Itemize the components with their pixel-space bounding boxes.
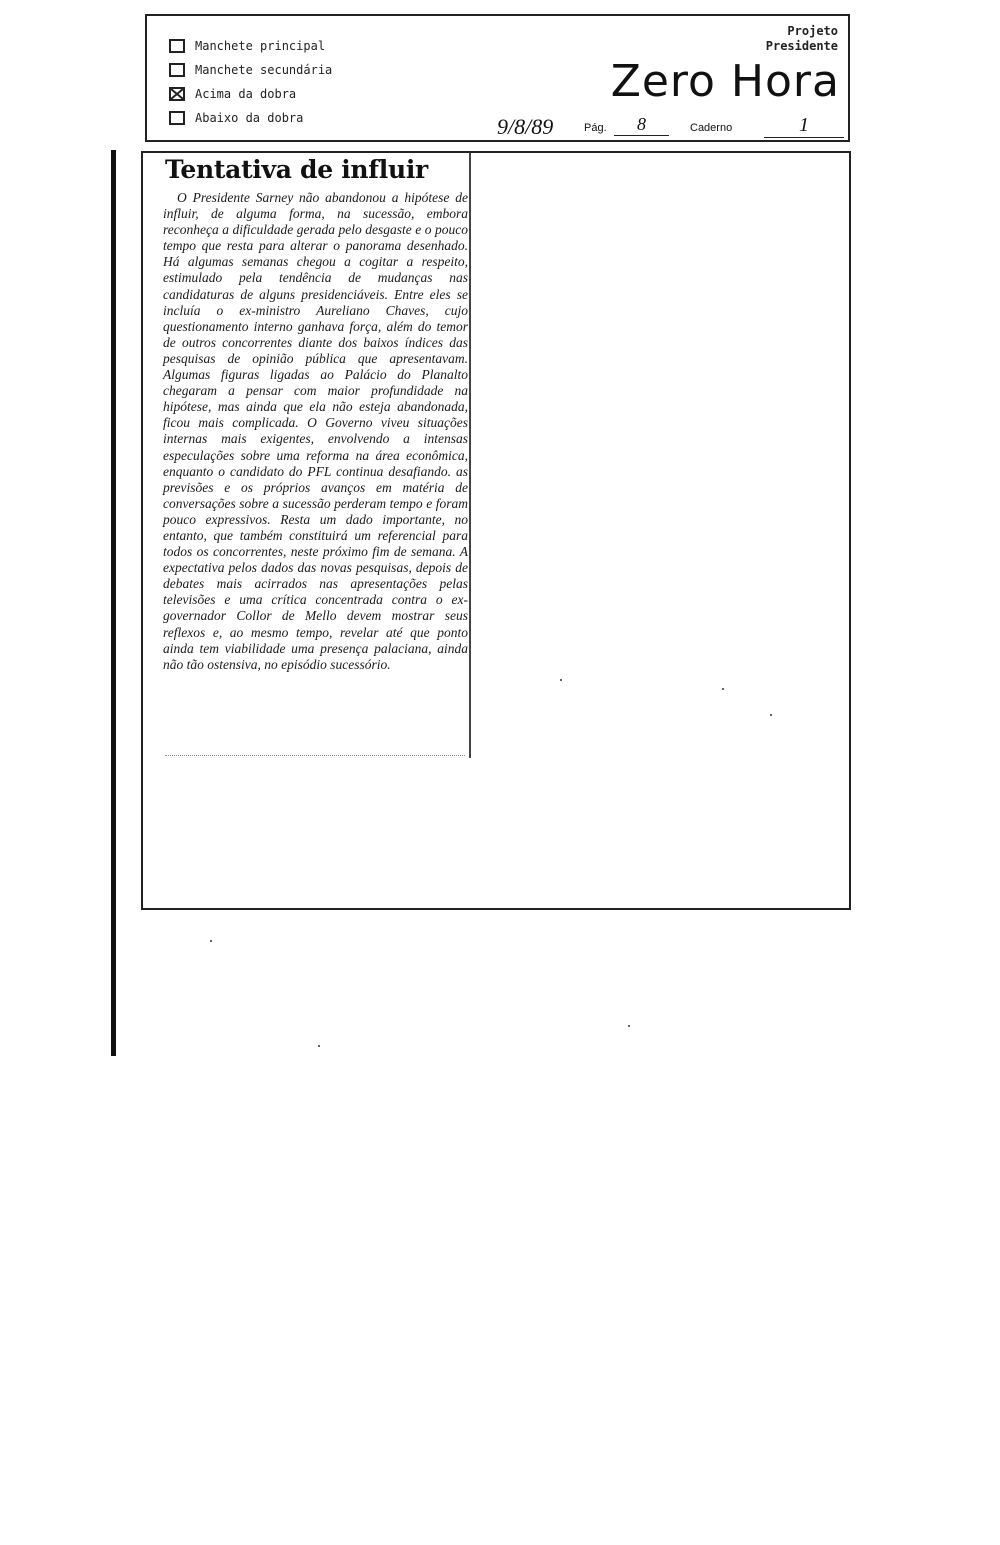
page-label: Pág. — [584, 122, 607, 134]
issue-date: 9/8/89 — [497, 114, 577, 141]
checklist-item-abaixo-da-dobra — [169, 106, 332, 130]
checklist-label: Manchete secundária — [195, 63, 333, 77]
project-line-1: Projeto — [787, 24, 838, 38]
checkbox-empty — [169, 63, 185, 77]
newspaper-masthead: Zero Hora — [610, 56, 840, 107]
clipping-header — [145, 14, 850, 142]
checklist-item-manchete-secundaria — [169, 58, 332, 82]
checkbox-empty — [169, 111, 185, 125]
scan-speck — [722, 688, 724, 690]
scan-speck — [770, 714, 772, 716]
project-label — [766, 24, 838, 54]
placement-checklist — [169, 34, 332, 130]
checklist-label: Manchete principal — [195, 39, 326, 53]
article-end-rule — [165, 755, 465, 757]
checkbox-empty — [169, 39, 185, 53]
scan-speck — [318, 1045, 320, 1047]
scan-speck — [560, 679, 562, 681]
issue-metadata — [492, 116, 842, 138]
section-label: Caderno — [690, 122, 733, 134]
article-body: O Presidente Sarney não abandonou a hipótese de influir, de alguma forma, na sucessão, embora reconheça a dificuldade gerada pelo desgaste e o pouco tempo que resta para alterar o panorama desenhado. Há algumas semanas chegou a cogitar a respeito, estimulado pela tendência de mudanças nas candidaturas de alguns presidenciáveis. Entre eles se incluía o ex-ministro Aureliano Chaves, cujo questionamento interno ganhava força, além do temor de outros concorrentes diante dos baixos índices das pesquisas de opinião pública que apresentavam. Algumas figuras ligadas ao Palácio do Planalto chegaram a pensar com maior profundidade na hipótese, mas ainda que ela não esteja abandonada, ficou mais complicada. O Governo viveu situações internas mais exigentes, envolvendo a intensas especulações sobre uma reforma na área econômica, enquanto o candidato do PFL continua desafiando. as previsões e os próprios avanços em matéria de conversações sobre a sucessão perderam tempo e foram pouco expressivos. Resta um dado importante, no entanto, que também constituirá um referencial para todos os concorrentes, neste próximo fim de semana. A expectativa pelos dados das novas pesquisas, depois de debates mais acirrados nas apresentações pelas televisões e uma crítica concentrada contra o ex-governador Collor de Mello devem mostrar seus reflexos e, ao mesmo tempo, revelar até que ponto ainda tem viabilidade uma presença palaciana, ainda não tão ostensiva, no episódio sucessório. — [163, 190, 468, 672]
scan-edge-bar — [111, 150, 116, 1056]
checklist-label: Abaixo da dobra — [195, 111, 304, 125]
checkbox-checked — [169, 87, 185, 101]
scan-speck — [628, 1025, 630, 1027]
scan-speck — [210, 940, 212, 942]
checklist-label: Acima da dobra — [195, 87, 297, 101]
page-number: 8 — [614, 114, 669, 136]
project-line-2: Presidente — [765, 39, 838, 53]
article-headline: Tentativa de influir — [165, 155, 428, 184]
checklist-item-manchete-principal — [169, 34, 332, 58]
article — [163, 155, 468, 673]
section-number: 1 — [764, 114, 844, 138]
checklist-item-acima-da-dobra — [169, 82, 332, 106]
column-rule — [469, 153, 471, 758]
